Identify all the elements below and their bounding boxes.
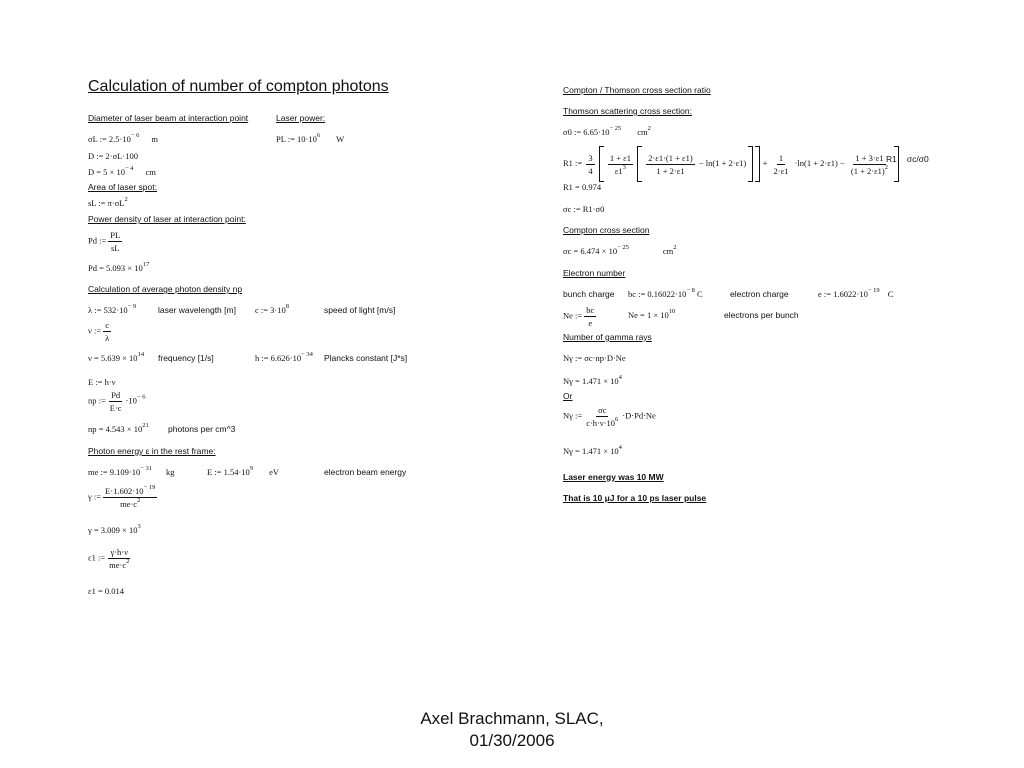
- label-electron-charge: electron charge: [730, 289, 789, 299]
- inner-left-bracket: [637, 146, 642, 182]
- eq-np-def: np := $\frac{Pd}{E\cdot c}$ $\cdot 10^{- 6}$: [88, 390, 146, 413]
- eq-Pd-val: $Pd = 5.093 \times 10^{17}$: [88, 261, 150, 273]
- note-laser-pulse: That is 10 μJ for a 10 ps laser pulse: [563, 493, 707, 503]
- eq-R1-def: R1 := $\frac{3}{4}$ $\frac{1 + \varepsilon 1}{\varepsilon 1^3}$ $\frac{2\cdot\varepsilon 1\cdot(1 + \varepsilon 1)}{1 + 2\cdot\varepsilon 1}$ − ln(1 + 2·ε1) + $\frac{1}{2\cdot\varepsilon 1}$ ·ln(1 + 2·ε1) − $\frac{1 + 3\cdot\varepsilon 1}{(1 + 2\cdot\varepsilon 1)^2}$: [563, 146, 899, 182]
- note-nu: frequency [1/s]: [158, 353, 214, 363]
- eq-D-def: D := 2·σL·100: [88, 151, 138, 161]
- eq-R1-val: R1 = 0.974: [563, 182, 602, 192]
- note-Ne: electrons per bunch: [724, 310, 799, 320]
- eq-lambda: λ := $532\cdot 10^{- 9}$: [88, 303, 137, 315]
- closing-bracket: [894, 146, 899, 182]
- heading-thomson: Thomson scattering cross section:: [563, 106, 692, 116]
- eq-nu-val: $\nu = 5.639 \times 10^{14}$: [88, 351, 145, 363]
- eq-Ng2-def: Nγ := $\frac{\sigma c}{c\cdot h\cdot\nu\cdot 10^6}$ ·D·Pd·Ne: [563, 405, 656, 428]
- eq-e: e := $1.6022\cdot 10^{- 19}$ C: [818, 287, 894, 299]
- note-c: speed of light [m/s]: [324, 305, 396, 315]
- eq-Ng-val: $N\gamma = 1.471 \times 10^4$: [563, 374, 622, 386]
- footer-author: Axel Brachmann, SLAC,: [420, 709, 604, 728]
- eq-eps-def: ε1 := $\frac{\gamma\cdot h\cdot\nu}{me\cdot c^2}$: [88, 547, 130, 570]
- eq-gamma-def: γ := $\frac{E\cdot 1.602\cdot 10^{- 19}}{me\cdot c^2}$: [88, 484, 156, 509]
- eq-nu-def: ν := $\frac{c}{\lambda}$: [88, 320, 110, 343]
- eq-PL: PL := $10\cdot 10^6$ W: [276, 132, 345, 144]
- eq-Eb: E := $1.54\cdot 10^9$ eV: [207, 465, 279, 477]
- heading-diameter: Diameter of laser beam at interaction point: [88, 113, 249, 123]
- eq-sigmac-val: $\sigma c = 6.474 \times 10^{- 25}$ $cm^2$: [563, 244, 677, 256]
- heading-photon-energy: Photon energy ε in the rest frame:: [88, 446, 216, 456]
- heading-ratio: Compton / Thomson cross section ratio: [563, 85, 711, 95]
- eq-D-val: $D = 5 \times 10^{- 4}$ cm: [88, 165, 156, 177]
- heading-compton: Compton cross section: [563, 225, 650, 235]
- eq-sigma0: σ0 := $6.65\cdot 10^{- 25}$ $cm^2$: [563, 125, 651, 137]
- page-title: Calculation of number of compton photons: [88, 78, 389, 95]
- label-R1: R1 σc/σ0: [886, 154, 929, 164]
- footer: [0, 708, 1024, 752]
- heading-gamma: Number of gamma rays: [563, 332, 652, 342]
- heading-area: Area of laser spot:: [88, 182, 157, 192]
- eq-Ne-val: $Ne = 1 \times 10^{10}$: [628, 308, 676, 320]
- eq-E: E := h·ν: [88, 377, 116, 387]
- heading-power-density: Power density of laser at interaction point:: [88, 214, 246, 224]
- right-bracket: [755, 146, 760, 182]
- label-or: Or: [563, 391, 573, 401]
- eq-c: c := $3\cdot 10^8$: [255, 303, 290, 315]
- note-laser-energy: Laser energy was 10 MW: [563, 472, 664, 482]
- footer-date: 01/30/2006: [469, 731, 555, 750]
- note-h: Plancks constant [J*s]: [324, 353, 408, 363]
- eq-Ng-def: Nγ := σc·np·D·Ne: [563, 353, 626, 363]
- note-lambda: laser wavelength [m]: [158, 305, 236, 315]
- eq-eps-val: ε1 = 0.014: [88, 586, 124, 596]
- note-np: photons per cm^3: [168, 424, 236, 434]
- heading-avg-density: Calculation of average photon density np: [88, 284, 243, 294]
- eq-Ne-def: Ne := $\frac{bc}{e}$: [563, 305, 595, 328]
- eq-me: me := $9.109\cdot 10^{- 31}$ kg: [88, 465, 175, 477]
- eq-h: h := $6.626\cdot 10^{- 34}$: [255, 351, 313, 363]
- left-bracket: [599, 146, 604, 182]
- eq-gamma-val: $\gamma = 3.009 \times 10^3$: [88, 523, 141, 535]
- eq-Ng2-val: $N\gamma = 1.471 \times 10^4$: [563, 444, 622, 456]
- eq-np-val: np = $4.543 \times 10^{21}$: [88, 422, 149, 434]
- note-Eb: electron beam energy: [324, 467, 407, 477]
- label-bunch-charge: bunch charge: [563, 289, 615, 299]
- eq-Pd-def: Pd := $\frac{PL}{sL}$: [88, 230, 121, 253]
- inner-right-bracket: [748, 146, 753, 182]
- eq-sigmac-def: σc := R1·σ0: [563, 204, 605, 214]
- eq-sL: sL := $\pi\cdot\sigma L^2$: [88, 196, 128, 208]
- heading-electron: Electron number: [563, 268, 626, 278]
- heading-laser-power: Laser power:: [276, 113, 326, 123]
- eq-sigmaL: σL := $2.5\cdot 10^{- 6}$ m: [88, 132, 158, 144]
- eq-bc: bc := $0.16022\cdot 10^{- 8}$ C: [628, 287, 703, 299]
